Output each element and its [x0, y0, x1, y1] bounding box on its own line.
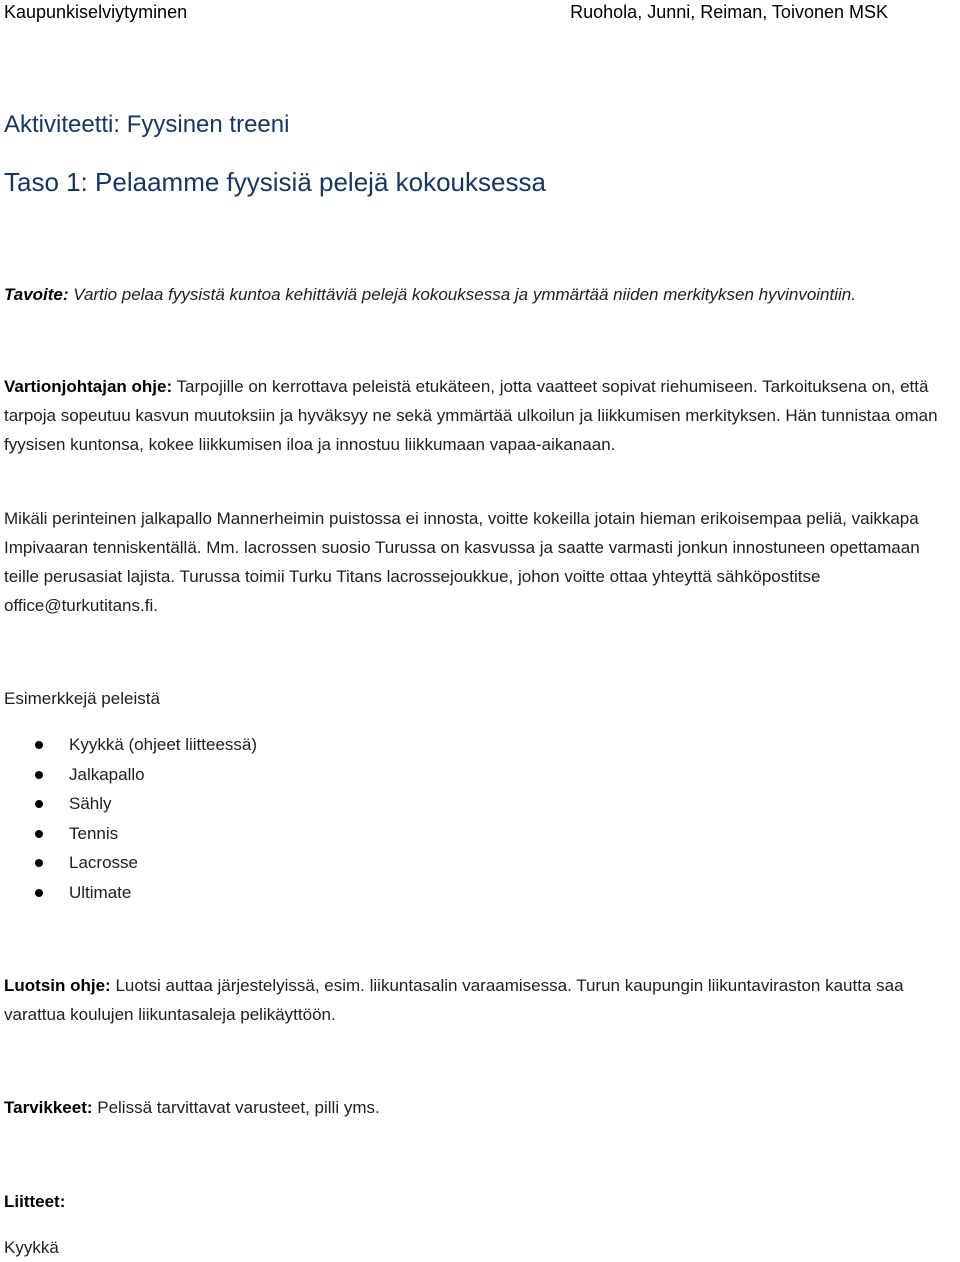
list-item-text: Jalkapallo	[69, 764, 145, 784]
level-heading: Taso 1: Pelaamme fyysisiä pelejä kokouksessa	[4, 167, 546, 197]
list-item-text: Ultimate	[69, 882, 132, 902]
list-item-text: Lacrosse	[69, 853, 138, 873]
leader-text: Tarpojille on kerrottava peleistä etukäteen, jotta vaatteet sopivat riehumiseen. Tarkoituksena on, että tarpoja sopeutuu kasvun muutoksiin ja hyväksyy ne sekä ymmärtää ulkoilun ja liikkumisen merkityksen. Hän tunnistaa oman fyysisen kuntonsa, kokee liikkumisen iloa ja innostuu liikkumaan vapaa-aikanaan.	[4, 377, 938, 454]
leader-label: Vartionjohtajan ohje:	[4, 377, 173, 396]
header-left-text: Kaupunkiselviytyminen	[4, 2, 188, 22]
list-item-text: Kyykkä (ohjeet liitteessä)	[69, 735, 258, 754]
supplies-paragraph	[4, 1093, 958, 1122]
goal-label: Tavoite:	[4, 285, 69, 304]
scout-instructions-paragraph	[4, 971, 958, 1029]
list-item-text: Sähly	[69, 794, 112, 814]
games-suggestion-paragraph: Mikäli perinteinen jalkapallo Mannerheimin puistossa ei innosta, voitte kokeilla jotain hieman erikoisempaa peliä, vaikkapa Impivaaran tenniskentällä. Mm. lacrossen suosio Turussa on kasvussa ja saatte varmasti jonkun innostuneen opettamaan teille perusasiat lajista. Turussa toimii Turku Titans lacrossejoukkue, johon voitte ottaa yhteyttä sähköpostitse office@turkutitans.fi.	[4, 509, 920, 615]
examples-title: Esimerkkejä peleistä	[4, 689, 160, 708]
scout-label: Luotsin ohje:	[4, 976, 111, 995]
bullet-icon	[35, 859, 43, 867]
bullet-icon	[35, 830, 43, 838]
bullet-icon	[35, 741, 43, 749]
goal-paragraph	[4, 280, 958, 309]
list-item-text: Tennis	[69, 823, 119, 843]
supplies-text: Pelissä tarvittavat varusteet, pilli yms.	[92, 1098, 380, 1117]
supplies-label: Tarvikkeet:	[4, 1098, 93, 1117]
header-authors: Ruohola, Junni, Reiman, Toivonen MSK	[570, 2, 888, 22]
attachment-item: Kyykkä	[4, 1238, 59, 1257]
attachments-paragraph	[4, 1187, 958, 1216]
attachments-label: Liitteet:	[4, 1192, 66, 1211]
bullet-icon	[35, 771, 43, 779]
leader-instructions-paragraph	[4, 372, 958, 459]
activity-heading: Aktiviteetti: Fyysinen treeni	[4, 111, 290, 138]
goal-text: Vartio pelaa fyysistä kuntoa kehittäviä pelejä kokouksessa ja ymmärtää niiden merkityksen hyvinvointiin.	[68, 285, 856, 304]
scout-text: Luotsi auttaa järjestelyissä, esim. liikuntasalin varaamisessa. Turun kaupungin liikuntaviraston kautta saa varattua koulujen liikuntasaleja pelikäyttöön.	[4, 976, 904, 1024]
bullet-icon	[35, 889, 43, 897]
bullet-icon	[35, 800, 43, 808]
